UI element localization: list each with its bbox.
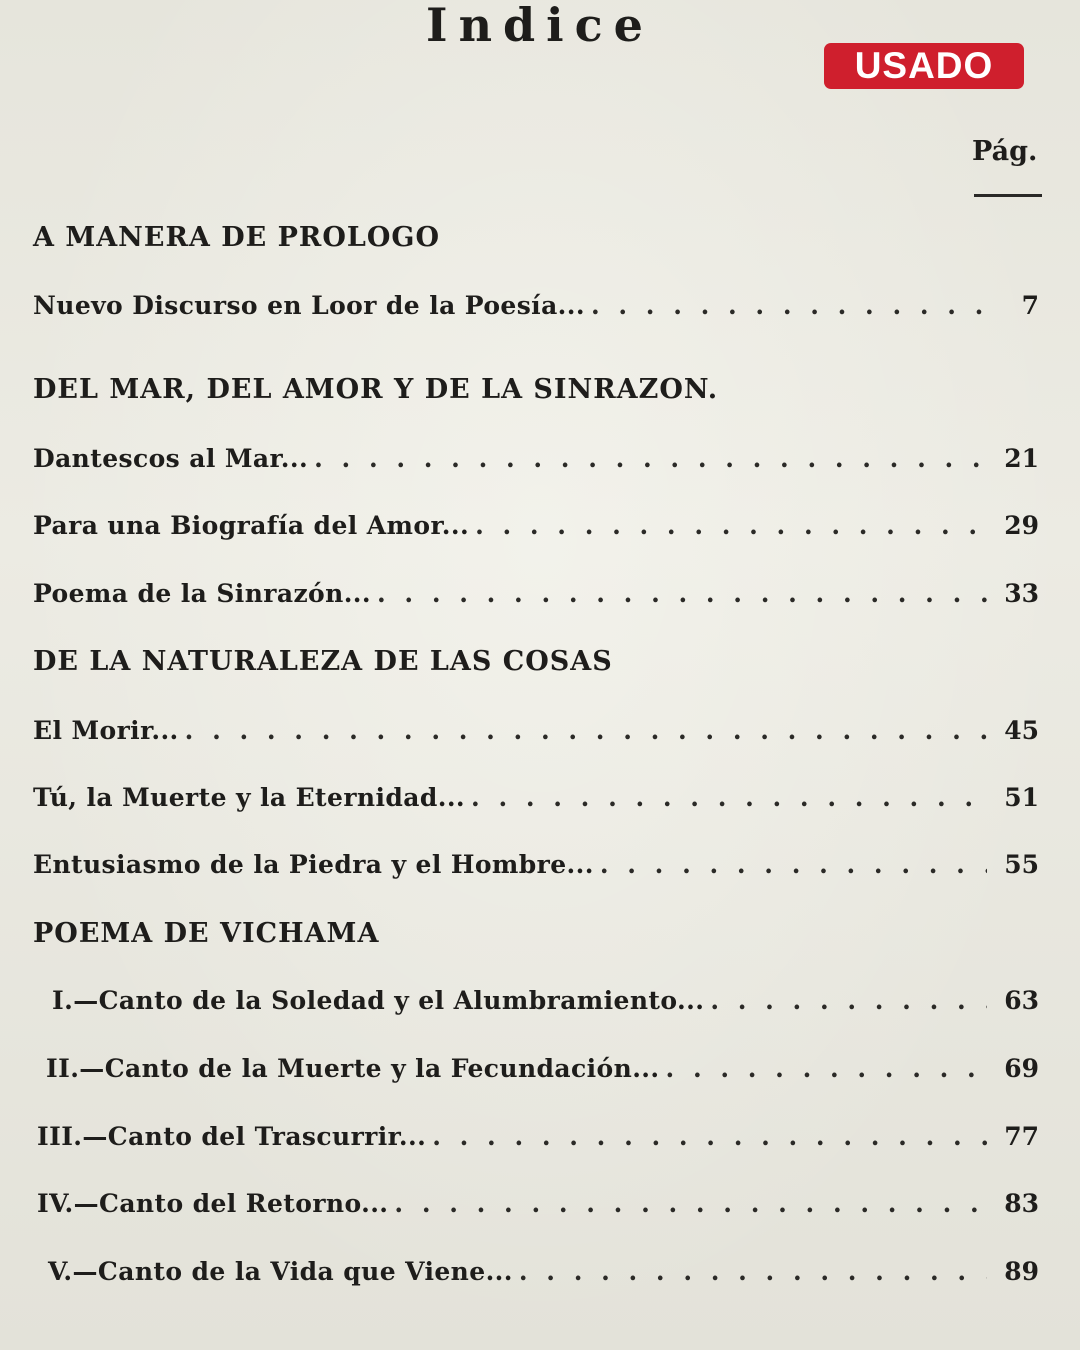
toc-entry: [52, 981, 1039, 1021]
section-heading: POEMA DE VICHAMA: [33, 918, 380, 949]
toc-entry: [48, 1252, 1039, 1292]
section-heading: DEL MAR, DEL AMOR Y DE LA SINRAZON.: [33, 374, 719, 405]
dot-leader: [519, 1252, 987, 1292]
toc-entry-page: 45: [1004, 716, 1039, 745]
toc-entry-title: I.—Canto de la Soledad y el Alumbramiento...: [52, 986, 705, 1015]
dot-leader: [591, 286, 987, 326]
toc-entry-title: Dantescos al Mar...: [33, 444, 309, 473]
toc-entry-page: 7: [1021, 291, 1039, 320]
page-column-header: Pág.: [972, 136, 1038, 167]
dot-leader: [314, 439, 987, 479]
toc-entry-title: III.—Canto del Trascurrir...: [37, 1122, 427, 1151]
section-heading: DE LA NATURALEZA DE LAS COSAS: [33, 646, 613, 677]
page-title: Indice: [426, 0, 654, 52]
section-heading: A MANERA DE PROLOGO: [33, 222, 440, 253]
dot-leader: [600, 845, 987, 885]
dot-leader: [666, 1049, 987, 1089]
toc-entry-title: Nuevo Discurso en Loor de la Poesía...: [33, 291, 585, 320]
dot-leader: [710, 981, 987, 1021]
toc-entry-title: Tú, la Muerte y la Eternidad...: [33, 783, 466, 812]
toc-entry: [33, 286, 1039, 326]
toc-entry-title: II.—Canto de la Muerte y la Fecundación...: [46, 1054, 660, 1083]
toc-entry-title: Poema de la Sinrazón...: [33, 579, 372, 608]
toc-entry: [37, 1184, 1039, 1224]
toc-entry-page: 21: [1004, 444, 1039, 473]
dot-leader: [394, 1184, 987, 1224]
toc-entry-page: 29: [1004, 511, 1039, 540]
dot-leader: [185, 711, 987, 751]
dot-leader: [432, 1117, 987, 1157]
toc-entry: [33, 574, 1039, 614]
toc-entry: [33, 439, 1039, 479]
toc-entry-page: 89: [1004, 1257, 1039, 1286]
dot-leader: [475, 506, 987, 546]
dot-leader: [471, 778, 987, 818]
toc-entry-page: 63: [1004, 986, 1039, 1015]
toc-entry: [33, 711, 1039, 751]
toc-entry-title: Entusiasmo de la Piedra y el Hombre...: [33, 850, 594, 879]
dot-leader: [377, 574, 987, 614]
toc-entry: [33, 778, 1039, 818]
toc-entry-title: V.—Canto de la Vida que Viene...: [48, 1257, 513, 1286]
toc-entry: [33, 845, 1039, 885]
used-badge: USADO: [824, 43, 1024, 89]
toc-entry: [46, 1049, 1039, 1089]
toc-entry-page: 69: [1004, 1054, 1039, 1083]
toc-entry-page: 51: [1004, 783, 1039, 812]
toc-entry: [33, 506, 1039, 546]
toc-entry-title: IV.—Canto del Retorno...: [37, 1189, 389, 1218]
toc-entry-title: El Morir...: [33, 716, 179, 745]
toc-entry-page: 55: [1004, 850, 1039, 879]
toc-entry-page: 77: [1004, 1122, 1039, 1151]
page-column-rule: [974, 194, 1042, 197]
toc-entry: [37, 1117, 1039, 1157]
toc-entry-title: Para una Biografía del Amor...: [33, 511, 470, 540]
toc-entry-page: 33: [1004, 579, 1039, 608]
toc-entry-page: 83: [1004, 1189, 1039, 1218]
